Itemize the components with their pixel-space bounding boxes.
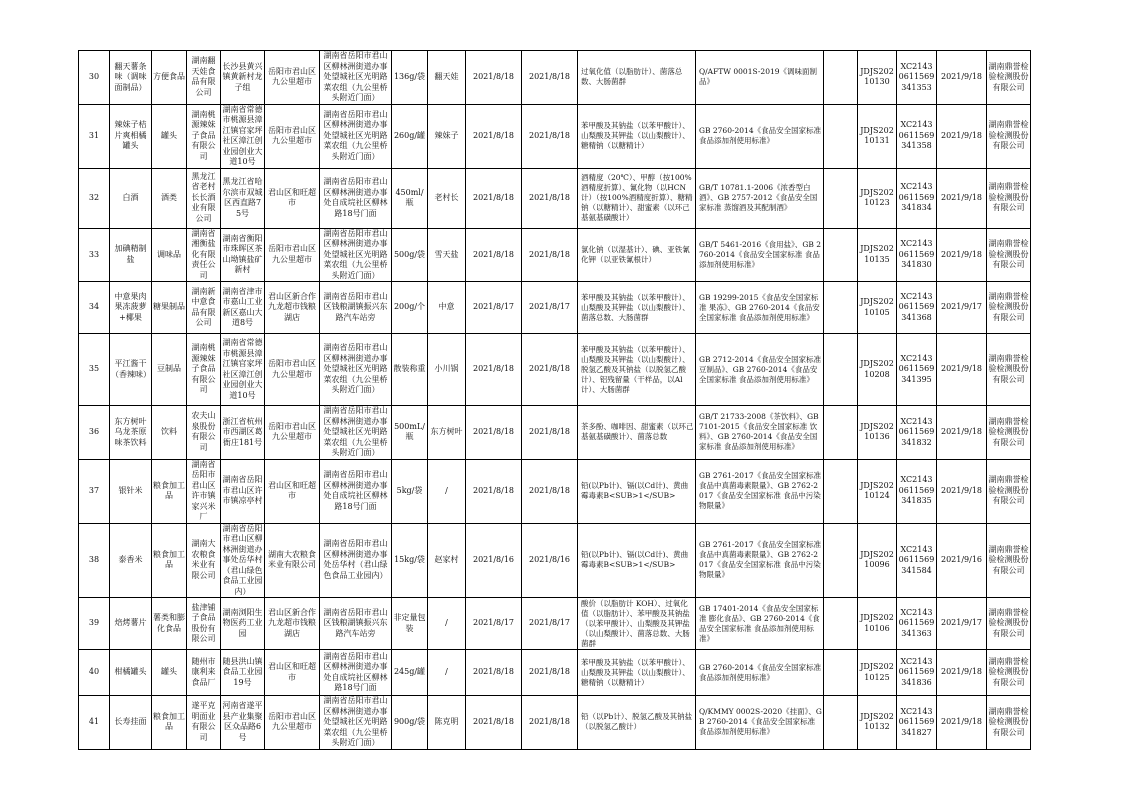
testing-lab: 湖南鼎誉检验检测股份有限公司 — [987, 104, 1031, 168]
task-number: JDJS20210125 — [858, 650, 897, 696]
sampling-date: 2021/8/16 — [522, 523, 578, 598]
specification: 450ml/瓶 — [392, 168, 428, 228]
brand: / — [428, 650, 466, 696]
specification: 500mL/瓶 — [392, 406, 428, 460]
sampled-unit-address: 湖南省岳阳市君山区柳林洲街道办事处自成垸社区柳林路18号门面 — [320, 459, 392, 523]
food-category: 豆制品 — [152, 334, 187, 406]
sampling-date: 2021/8/18 — [522, 51, 578, 105]
production-date: 2021/8/18 — [466, 104, 522, 168]
table-row — [79, 104, 1031, 168]
sampled-unit: 君山区新合作九龙超市钱粮湖店 — [265, 598, 320, 650]
table-row — [79, 598, 1031, 650]
product-name: 东方树叶乌龙茶原味茶饮料 — [110, 406, 152, 460]
test-standard: GB 17401-2014《食品安全国家标准 膨化食品》、GB 2760-2014《食品安全国家标准 食品添加剂使用标准》 — [696, 598, 824, 650]
brand: 辣妹子 — [428, 104, 466, 168]
food-category: 饮料 — [152, 406, 187, 460]
row-number: 40 — [79, 650, 110, 696]
brand: 翻天娃 — [428, 51, 466, 105]
sampling-date: 2021/8/18 — [522, 406, 578, 460]
test-items: 苯甲酸及其钠盐（以苯甲酸计）、山梨酸及其钾盐（以山梨酸计）、脱氢乙酸及其钠盐（以脱氢乙酸计）、铝残留量（干样品，以Al计）、大肠菌群 — [578, 334, 696, 406]
producer-address: 湖南省津市市嘉山工业新区嘉山大道8号 — [221, 282, 265, 334]
product-name: 焙烤薯片 — [110, 598, 152, 650]
sampled-unit-address: 湖南省岳阳市君山区柳林洲街道办事处自成垸社区柳林路18号门面 — [320, 168, 392, 228]
food-category: 方便食品 — [152, 51, 187, 105]
food-category: 罐头 — [152, 104, 187, 168]
testing-lab: 湖南鼎誉检验检测股份有限公司 — [987, 406, 1031, 460]
brand: / — [428, 459, 466, 523]
product-name: 中意果肉果冻菠萝+椰果 — [110, 282, 152, 334]
result-cell — [824, 228, 858, 282]
product-name: 白酒 — [110, 168, 152, 228]
product-name: 银针米 — [110, 459, 152, 523]
production-date: 2021/8/18 — [466, 696, 522, 750]
production-date: 2021/8/18 — [466, 228, 522, 282]
test-items: 铅（以Pb计）、脱氢乙酸及其钠盐（以脱氢乙酸计） — [578, 696, 696, 750]
producer-name: 湖南翻天娃食品有限公司 — [187, 51, 221, 105]
report-date: 2021/9/18 — [937, 104, 987, 168]
report-number: XC21430611569341363 — [897, 598, 937, 650]
producer-name: 湖南省岳阳市君山区许市镇家兴米厂 — [187, 459, 221, 523]
report-date: 2021/9/17 — [937, 598, 987, 650]
task-number: JDJS20210130 — [858, 51, 897, 105]
producer-address: 随县洪山镇食品工业园19号 — [221, 650, 265, 696]
result-cell — [824, 406, 858, 460]
report-date: 2021/9/18 — [937, 650, 987, 696]
report-date: 2021/9/18 — [937, 51, 987, 105]
result-cell — [824, 104, 858, 168]
sampled-unit: 岳阳市君山区九公里超市 — [265, 51, 320, 105]
result-cell — [824, 598, 858, 650]
food-category: 调味品 — [152, 228, 187, 282]
test-items: 铅(以Pb计)、镉(以Cd计)、黄曲霉毒素B<SUB>1</SUB> — [578, 523, 696, 598]
sampled-unit: 君山区和旺超市 — [265, 650, 320, 696]
production-date: 2021/8/18 — [466, 168, 522, 228]
test-items: 苯甲酸及其钠盐（以苯甲酸计）、山梨酸及其钾盐（以山梨酸计）、菌落总数、大肠菌群 — [578, 282, 696, 334]
testing-lab: 湖南鼎誉检验检测股份有限公司 — [987, 282, 1031, 334]
test-items: 茶多酚、咖啡因、甜蜜素（以环己基氨基磺酸计）、菌落总数 — [578, 406, 696, 460]
row-number: 33 — [79, 228, 110, 282]
sampled-unit-address: 湖南省岳阳市君山区柳林洲街道办事处望城社区光明路菜农组（九公里桥头附近门面） — [320, 228, 392, 282]
sampled-unit-address: 湖南省岳阳市君山区柳林洲街道办事处望城社区光明路菜农组（九公里桥头附近门面） — [320, 334, 392, 406]
food-category: 糖果制品 — [152, 282, 187, 334]
sampled-unit: 君山区新合作九龙超市钱粮湖店 — [265, 282, 320, 334]
brand: 东方树叶 — [428, 406, 466, 460]
production-date: 2021/8/17 — [466, 282, 522, 334]
specification: 900g/袋 — [392, 696, 428, 750]
test-standard: Q/AFTW 0001S-2019《调味面制品》 — [696, 51, 824, 105]
report-number: XC21430611569341584 — [897, 523, 937, 598]
report-number: XC21430611569341834 — [897, 168, 937, 228]
report-date: 2021/9/18 — [937, 406, 987, 460]
row-number: 35 — [79, 334, 110, 406]
table-row — [79, 406, 1031, 460]
report-date: 2021/9/17 — [937, 282, 987, 334]
report-number: XC21430611569341832 — [897, 406, 937, 460]
report-date: 2021/9/18 — [937, 696, 987, 750]
producer-address: 浙江省杭州市西湖区葛衙庄181号 — [221, 406, 265, 460]
sampled-unit-address: 湖南省岳阳市君山区柳林洲街道办事处岳华村（君山绿色食品工业园内） — [320, 523, 392, 598]
task-number: JDJS20210208 — [858, 334, 897, 406]
product-name: 长寿挂面 — [110, 696, 152, 750]
product-name: 平江酱干（香辣味） — [110, 334, 152, 406]
producer-name: 湖南桃源辣妹子食品有限公司 — [187, 334, 221, 406]
producer-address: 湖南浏阳生物医药工业园 — [221, 598, 265, 650]
sampling-date: 2021/8/18 — [522, 650, 578, 696]
test-items: 过氧化值（以脂肪计）、菌落总数、大肠菌群 — [578, 51, 696, 105]
table-row — [79, 650, 1031, 696]
report-date: 2021/9/18 — [937, 334, 987, 406]
brand: 陈克明 — [428, 696, 466, 750]
test-items: 酒精度（20℃）、甲醇（按100%酒精度折算）、氰化物（以HCN计）（按100%酒精度折算）、糖精钠（以糖精计）、甜蜜素（以环己基氨基磺酸计） — [578, 168, 696, 228]
test-standard: GB/T 5461-2016《食用盐》、GB 2760-2014《食品安全国家标准 食品添加剂使用标准》 — [696, 228, 824, 282]
row-number: 32 — [79, 168, 110, 228]
testing-lab: 湖南鼎誉检验检测股份有限公司 — [987, 650, 1031, 696]
specification: 散装称重 — [392, 334, 428, 406]
test-standard: GB 2760-2014《食品安全国家标准 食品添加剂使用标准》 — [696, 104, 824, 168]
producer-name: 湖南省湘衡盐化有限责任公司 — [187, 228, 221, 282]
table-row — [79, 51, 1031, 105]
task-number: JDJS20210105 — [858, 282, 897, 334]
table-row — [79, 168, 1031, 228]
row-number: 37 — [79, 459, 110, 523]
result-cell — [824, 523, 858, 598]
production-date: 2021/8/16 — [466, 523, 522, 598]
producer-name: 湖南大农粮食米业有限公司 — [187, 523, 221, 598]
test-standard: GB 2760-2014《食品安全国家标准 食品添加剂使用标准》 — [696, 650, 824, 696]
specification: 5kg/袋 — [392, 459, 428, 523]
sampling-date: 2021/8/17 — [522, 282, 578, 334]
sampled-unit: 湖南大农粮食米业有限公司 — [265, 523, 320, 598]
brand: 赵家村 — [428, 523, 466, 598]
brand: 中意 — [428, 282, 466, 334]
sampling-date: 2021/8/18 — [522, 228, 578, 282]
sampled-unit-address: 湖南省岳阳市君山区钱粮湖镇振兴东路汽车站旁 — [320, 598, 392, 650]
food-category: 粮食加工品 — [152, 696, 187, 750]
table-row — [79, 334, 1031, 406]
product-name: 加碘精制盐 — [110, 228, 152, 282]
producer-address: 湖南省岳阳市君山区许市镇凉亭村 — [221, 459, 265, 523]
report-date: 2021/9/18 — [937, 168, 987, 228]
row-number: 31 — [79, 104, 110, 168]
product-name: 翻天薯条味（调味面制品） — [110, 51, 152, 105]
brand: 小川锅 — [428, 334, 466, 406]
producer-address: 湖南省衡阳市珠晖区茶山坳镇盐矿新村 — [221, 228, 265, 282]
report-number: XC21430611569341827 — [897, 696, 937, 750]
sampling-date: 2021/8/18 — [522, 334, 578, 406]
test-standard: GB 2712-2014《食品安全国家标准 豆制品》、GB 2760-2014《食品安全国家标准 食品添加剂使用标准》 — [696, 334, 824, 406]
table-row — [79, 228, 1031, 282]
producer-name: 黑龙江省老村长长酒业有限公司 — [187, 168, 221, 228]
row-number: 41 — [79, 696, 110, 750]
sampling-date: 2021/8/18 — [522, 104, 578, 168]
report-number: XC21430611569341835 — [897, 459, 937, 523]
inspection-results-table — [78, 50, 1031, 750]
production-date: 2021/8/18 — [466, 459, 522, 523]
producer-name: 遂平克明面业有限公司 — [187, 696, 221, 750]
task-number: JDJS20210123 — [858, 168, 897, 228]
test-standard: Q/KMMY 0002S-2020《挂面》、GB 2760-2014《食品安全国家标准 食品添加剂使用标准》 — [696, 696, 824, 750]
task-number: JDJS20210135 — [858, 228, 897, 282]
food-category: 薯类和膨化食品 — [152, 598, 187, 650]
table-row — [79, 282, 1031, 334]
sampling-date: 2021/8/18 — [522, 696, 578, 750]
result-cell — [824, 51, 858, 105]
test-items: 苯甲酸及其钠盐（以苯甲酸计）、山梨酸及其钾盐（以山梨酸计）、糖精钠（以糖精计） — [578, 650, 696, 696]
sampling-date: 2021/8/17 — [522, 598, 578, 650]
report-number: XC21430611569341353 — [897, 51, 937, 105]
testing-lab: 湖南鼎誉检验检测股份有限公司 — [987, 598, 1031, 650]
food-category: 罐头 — [152, 650, 187, 696]
test-items: 苯甲酸及其钠盐（以苯甲酸计）、山梨酸及其钾盐（以山梨酸计）、糖精钠（以糖精计） — [578, 104, 696, 168]
brand: 老村长 — [428, 168, 466, 228]
test-items: 氯化钠（以湿基计）、碘、亚铁氰化钾（以亚铁氰根计） — [578, 228, 696, 282]
test-standard: GB/T 21733-2008《茶饮料》、GB 7101-2015《食品安全国家标准 饮料》、GB 2760-2014《食品安全国家标准 食品添加剂使用标准》 — [696, 406, 824, 460]
sampled-unit: 君山区和旺超市 — [265, 459, 320, 523]
specification: 500g/袋 — [392, 228, 428, 282]
task-number: JDJS20210136 — [858, 406, 897, 460]
sampled-unit: 岳阳市君山区九公里超市 — [265, 696, 320, 750]
task-number: JDJS20210106 — [858, 598, 897, 650]
producer-name: 随州市康利来食品厂 — [187, 650, 221, 696]
production-date: 2021/8/18 — [466, 334, 522, 406]
food-category: 粮食加工品 — [152, 523, 187, 598]
test-items: 铅(以Pb计)、镉(以Cd计)、黄曲霉毒素B<SUB>1</SUB> — [578, 459, 696, 523]
task-number: JDJS20210132 — [858, 696, 897, 750]
production-date: 2021/8/18 — [466, 406, 522, 460]
test-standard: GB 2761-2017《食品安全国家标准 食品中真菌毒素限量》、GB 2762-2017《食品安全国家标准 食品中污染物限量》 — [696, 459, 824, 523]
result-cell — [824, 650, 858, 696]
result-cell — [824, 168, 858, 228]
sampling-date: 2021/8/18 — [522, 459, 578, 523]
producer-address: 黑龙江省哈尔滨市双城区西直路75号 — [221, 168, 265, 228]
brand: / — [428, 598, 466, 650]
row-number: 30 — [79, 51, 110, 105]
test-items: 酸价（以脂肪计 KOH）、过氧化值（以脂肪计）、苯甲酸及其钠盐（以苯甲酸计）、山梨酸及其钾盐（以山梨酸计）、菌落总数、大肠菌群 — [578, 598, 696, 650]
sampled-unit: 岳阳市君山区九公里超市 — [265, 406, 320, 460]
testing-lab: 湖南鼎誉检验检测股份有限公司 — [987, 334, 1031, 406]
table-row — [79, 696, 1031, 750]
task-number: JDJS20210096 — [858, 523, 897, 598]
producer-address: 湖南省常德市桃源县漳江镇官家坪社区漳江创业园创业大道10号 — [222, 104, 263, 166]
producer-name: 湖南桃源辣妹子食品有限公司 — [187, 104, 221, 168]
food-category: 酒类 — [152, 168, 187, 228]
report-number: XC21430611569341836 — [897, 650, 937, 696]
sampled-unit: 岳阳市君山区九公里超市 — [265, 334, 320, 406]
row-number: 39 — [79, 598, 110, 650]
producer-address: 河南省遂平县产业集聚区众品路6号 — [221, 696, 265, 750]
producer-address: 湖南省常德市桃源县漳江镇官家坪社区漳江创业园创业大道10号 — [221, 334, 265, 406]
report-number: XC21430611569341368 — [897, 282, 937, 334]
report-number: XC21430611569341358 — [897, 104, 937, 168]
testing-lab: 湖南鼎誉检验检测股份有限公司 — [987, 228, 1031, 282]
result-cell — [824, 282, 858, 334]
result-cell — [824, 696, 858, 750]
report-date: 2021/9/16 — [937, 523, 987, 598]
specification: 260g/罐 — [392, 104, 428, 168]
sampling-date: 2021/8/18 — [522, 168, 578, 228]
specification: 136g/袋 — [392, 51, 428, 105]
sampled-unit: 岳阳市君山区九公里超市 — [265, 228, 320, 282]
report-date: 2021/9/18 — [937, 459, 987, 523]
test-standard: GB 19299-2015《食品安全国家标准 果冻》、GB 2760-2014《食品安全国家标准 食品添加剂使用标准》 — [696, 282, 824, 334]
report-number: XC21430611569341830 — [897, 228, 937, 282]
specification: 245g/罐 — [392, 650, 428, 696]
product-name: 柑橘罐头 — [110, 650, 152, 696]
production-date: 2021/8/18 — [466, 51, 522, 105]
production-date: 2021/8/17 — [466, 598, 522, 650]
table-body — [79, 51, 1031, 750]
table-row — [79, 459, 1031, 523]
test-standard: GB/T 10781.1-2006《浓香型白酒》、GB 2757-2012《食品安全国家标准 蒸馏酒及其配制酒》 — [696, 168, 824, 228]
task-number: JDJS20210131 — [858, 104, 897, 168]
testing-lab: 湖南鼎誉检验检测股份有限公司 — [987, 51, 1031, 105]
test-standard: GB 2761-2017《食品安全国家标准 食品中真菌毒素限量》、GB 2762-2017《食品安全国家标准 食品中污染物限量》 — [696, 523, 824, 598]
specification: 15kg/袋 — [392, 523, 428, 598]
producer-name: 农夫山泉股份有限公司 — [187, 406, 221, 460]
producer-name: 湖南新中意食品有限公司 — [187, 282, 221, 334]
food-category: 粮食加工品 — [152, 459, 187, 523]
specification: 200g/个 — [392, 282, 428, 334]
sampled-unit-address: 湖南省岳阳市君山区柳林洲街道办事处望城社区光明路菜农组（九公里桥头附近门面） — [320, 406, 392, 460]
task-number: JDJS20210124 — [858, 459, 897, 523]
brand: 雪天盐 — [428, 228, 466, 282]
sampled-unit-address: 湖南省岳阳市君山区柳林洲街道办事处望城社区光明路菜农组（九公里桥头附近门面） — [320, 51, 392, 105]
sampled-unit-address: 湖南省岳阳市君山区钱粮湖镇振兴东路汽车站旁 — [320, 282, 392, 334]
result-cell — [824, 459, 858, 523]
sampled-unit: 岳阳市君山区九公里超市 — [265, 104, 320, 168]
report-date: 2021/9/18 — [937, 228, 987, 282]
product-name: 辣妹子桔片爽相橘罐头 — [110, 104, 152, 168]
testing-lab: 湖南鼎誉检验检测股份有限公司 — [987, 523, 1031, 598]
sampled-unit-address: 湖南省岳阳市君山区柳林洲街道办事处望城社区光明路菜农组（九公里桥头附近门面） — [320, 104, 392, 168]
sampled-unit: 君山区和旺超市 — [265, 168, 320, 228]
sampled-unit-address: 湖南省岳阳市君山区柳林洲街道办事处望城社区光明路菜农组（九公里桥头附近门面） — [320, 696, 392, 750]
sampled-unit-address: 湖南省岳阳市君山区柳林洲街道办事处自成垸社区柳林路18号门面 — [320, 650, 392, 696]
specification: 非定量包装 — [392, 598, 428, 650]
producer-address: 长沙县黄兴镇黄新村龙子组 — [221, 51, 265, 105]
product-name: 泰香米 — [110, 523, 152, 598]
row-number: 34 — [79, 282, 110, 334]
testing-lab: 湖南鼎誉检验检测股份有限公司 — [987, 459, 1031, 523]
testing-lab: 湖南鼎誉检验检测股份有限公司 — [987, 696, 1031, 750]
production-date: 2021/8/18 — [466, 650, 522, 696]
report-number: XC21430611569341395 — [897, 334, 937, 406]
testing-lab: 湖南鼎誉检验检测股份有限公司 — [987, 168, 1031, 228]
producer-name: 盐津铺子食品股份有限公司 — [187, 598, 221, 650]
table-row — [79, 523, 1031, 598]
producer-address: 湖南省岳阳市君山区柳林洲街道办事处岳华村（君山绿色食品工业园内） — [222, 523, 263, 596]
row-number: 36 — [79, 406, 110, 460]
row-number: 38 — [79, 523, 110, 598]
result-cell — [824, 334, 858, 406]
